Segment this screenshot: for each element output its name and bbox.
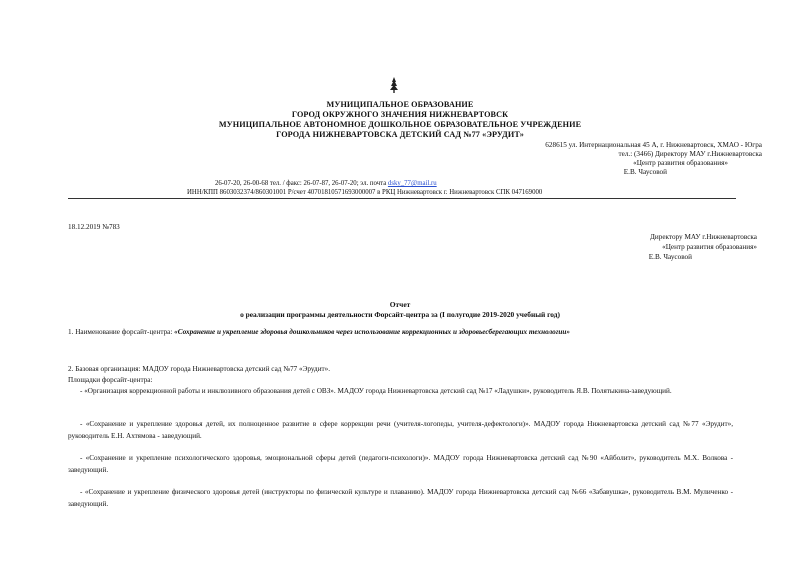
addressee-org: «Центр развития образования» — [662, 243, 757, 251]
header-phone: тел.: (3466) Директору МАУ г.Нижневартовска — [618, 150, 762, 158]
header-recipient-name: Е.В. Чаусовой — [623, 168, 667, 176]
report-subtitle: о реализации программы деятельности Форсайт-центра за (I полугодие 2019-2020 учебный год) — [240, 310, 560, 319]
item-1-label: 1. Наименование форсайт-центра: — [68, 328, 173, 336]
site-paragraph-2: - «Сохранение и укрепление здоровья детей, их полноценное развитие в сфере коррекции речи (учителя-логопеды, учителя-дефектологи)». МАДОУ города Нижневартовска детский сад №77 «Эрудит», руководитель Е.Н. Ахтямова - заведующий. — [68, 420, 733, 440]
sites-heading: Площадки форсайт-центра: — [68, 376, 153, 384]
item-2-base-org: 2. Базовая организация: МАДОУ города Нижневартовска детский сад №77 «Эрудит». — [68, 365, 331, 373]
coat-of-arms-icon — [387, 76, 401, 94]
site-paragraph-4: - «Сохранение и укрепление физического здоровья детей (инструкторы по физической культуре и плаванию). МАДОУ города Нижневартовска детский сад №66 «Забавушка», руководитель В.М. Муличенко - заведующий. — [68, 488, 733, 508]
item-1-value: «Сохранение и укрепление здоровья дошкольников через использование коррекционных и здоровьесберегающих технологии» — [174, 328, 571, 336]
header-contacts — [215, 179, 437, 188]
header-address: 628615 ул. Интернациональная 45 А, г. Нижневартовск, ХМАО - Югра — [545, 141, 762, 149]
email-link[interactable]: dsky_77@mail.ru — [387, 180, 437, 187]
header-city: ГОРОД ОКРУЖНОГО ЗНАЧЕНИЯ НИЖНЕВАРТОВСК — [291, 110, 509, 119]
site-paragraph-1: - «Организация коррекционной работы и инклюзивного образования детей с ОВЗ». МАДОУ города Нижневартовска детский сад №17 «Ладушки», руководитель Я.В. Полятыкина-заведующий. — [80, 387, 672, 395]
site-paragraph-3: - «Сохранение и укрепление психологического здоровья, эмоциональной сферы детей (педагоги-психологи)». МАДОУ города Нижневартовска детский сад №90 «Айболит», руководитель М.Х. Волкова - заведующий. — [68, 454, 733, 474]
header-recipient-org: «Центр развития образования» — [633, 159, 728, 167]
addressee-position: Директору МАУ г.Нижневартовска — [649, 233, 757, 241]
report-title: Отчет — [389, 300, 411, 309]
date-and-number: 18.12.2019 №783 — [68, 223, 120, 231]
contacts-text: 26-07-20, 26-00-68 тел. / факс: 26-07-87, 26-07-20; эл. почта — [215, 180, 387, 187]
header-bank-details: ИНН/КПП 8603032374/860301001 Р/счет 40701810571693000007 в РКЦ Нижневартовск г. Нижневартовск СПК 047169000 — [187, 189, 543, 196]
header-kindergarten: ГОРОДА НИЖНЕВАРТОВСКА ДЕТСКИЙ САД №77 «ЭРУДИТ» — [276, 130, 524, 139]
header-divider — [68, 198, 736, 199]
item-1-forsight-name — [68, 326, 733, 338]
header-institution: МУНИЦИПАЛЬНОЕ АВТОНОМНОЕ ДОШКОЛЬНОЕ ОБРАЗОВАТЕЛЬНОЕ УЧРЕЖДЕНИЕ — [218, 120, 582, 129]
header-municipality: МУНИЦИПАЛЬНОЕ ОБРАЗОВАНИЕ — [326, 100, 474, 109]
addressee-name: Е.В. Чаусовой — [648, 253, 692, 261]
